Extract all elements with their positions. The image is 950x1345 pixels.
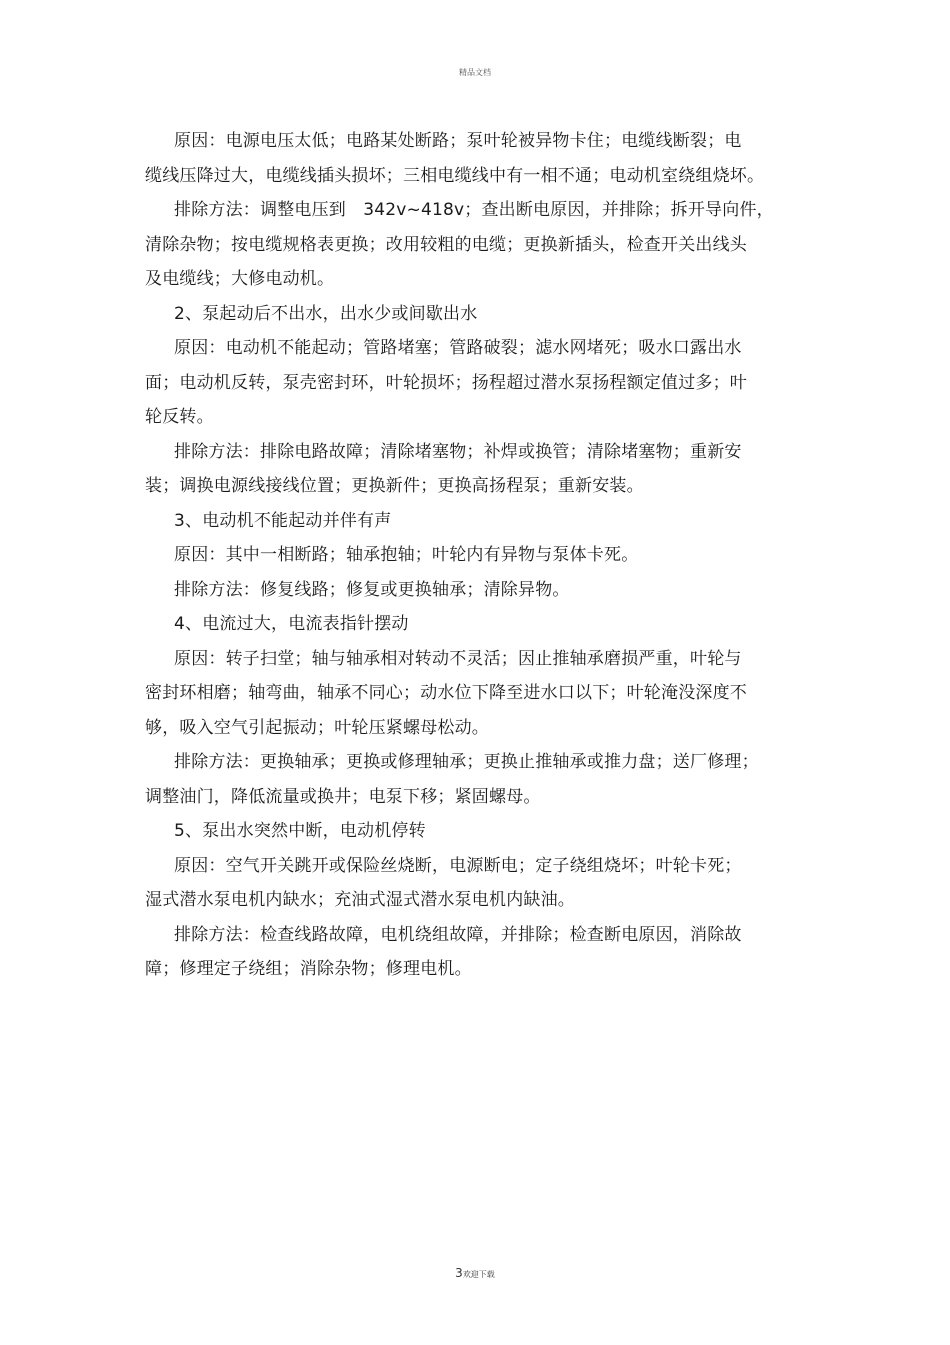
text-line: 3、电动机不能起动并伴有声	[174, 510, 392, 531]
text-line: 清除杂物；按电缆规格表更换；改用较粗的电缆；更换新插头，检查开关出线头	[145, 234, 747, 255]
paragraph	[145, 331, 805, 435]
text-line: 障；修理定子绕组；消除杂物；修理电机。	[145, 959, 472, 979]
paragraph	[145, 573, 805, 608]
document-body	[145, 124, 805, 987]
text-line: 原因：电源电压太低；电路某处断路；泵叶轮被异物卡住；电缆线断裂；电	[174, 131, 742, 151]
page-number: 3	[455, 1266, 463, 1280]
text-line: 缆线压降过大，电缆线插头损坏；三相电缆线中有一相不通；电动机室绕组烧坏。	[145, 165, 765, 186]
text-line: 面；电动机反转，泵壳密封环，叶轮损坏；扬程超过潜水泵扬程额定值过多；叶	[145, 372, 747, 393]
section-heading	[145, 607, 805, 642]
text-line: 原因：转子扫堂；轴与轴承相对转动不灵活；因止推轴承磨损严重，叶轮与	[174, 648, 742, 669]
paragraph	[145, 918, 805, 987]
text-line: 原因：空气开关跳开或保险丝烧断，电源断电；定子绕组烧坏；叶轮卡死；	[174, 855, 742, 876]
text-line: 湿式潜水泵电机内缺水；充油式湿式潜水泵电机内缺油。	[145, 890, 575, 910]
footer-text: 欢迎下载	[462, 1270, 495, 1279]
text-line: 原因：其中一相断路；轴承抱轴；叶轮内有异物与泵体卡死。	[174, 545, 639, 565]
section-heading	[145, 814, 805, 849]
page-header: 精品文档	[459, 68, 491, 77]
text-line: 4、电流过大，电流表指针摆动	[174, 614, 409, 634]
text-line: 调整油门，降低流量或换井；电泵下移；紧固螺母。	[145, 786, 541, 807]
text-line: 5、泵出水突然中断，电动机停转	[174, 821, 426, 841]
text-line: 密封环相磨；轴弯曲，轴承不同心；动水位下降至进水口以下；叶轮淹没深度不	[145, 683, 747, 703]
text-line: 排除方法：修复线路；修复或更换轴承；清除异物。	[174, 579, 570, 600]
text-line: 2、泵起动后不出水，出水少或间歇出水	[174, 303, 478, 324]
text-line: 轮反转。	[145, 407, 214, 427]
paragraph	[145, 849, 805, 918]
text-line: 装；调换电源线接线位置；更换新件；更换高扬程泵；重新安装。	[145, 476, 644, 496]
text-line: 排除方法：更换轴承；更换或修理轴承；更换止推轴承或推力盘；送厂修理；	[174, 752, 759, 772]
text-line: 排除方法：调整电压到 342v~418v；查出断电原因，并排除；拆开导向件，	[174, 200, 774, 220]
page-footer	[0, 1262, 950, 1281]
paragraph	[145, 745, 805, 814]
text-line: 够，吸入空气引起振动；叶轮压紧螺母松动。	[145, 717, 489, 738]
section-heading	[145, 504, 805, 539]
text-line: 原因：电动机不能起动；管路堵塞；管路破裂；滤水网堵死；吸水口露出水	[174, 338, 742, 358]
paragraph	[145, 642, 805, 746]
paragraph	[145, 538, 805, 573]
text-line: 排除方法：排除电路故障；清除堵塞物；补焊或换管；清除堵塞物；重新安	[174, 441, 742, 462]
section-heading	[145, 297, 805, 332]
text-line: 排除方法：检查线路故障，电机绕组故障，并排除；检查断电原因，消除故	[174, 924, 742, 945]
paragraph	[145, 193, 805, 297]
text-line: 及电缆线；大修电动机。	[145, 269, 335, 289]
paragraph	[145, 124, 805, 193]
paragraph	[145, 435, 805, 504]
